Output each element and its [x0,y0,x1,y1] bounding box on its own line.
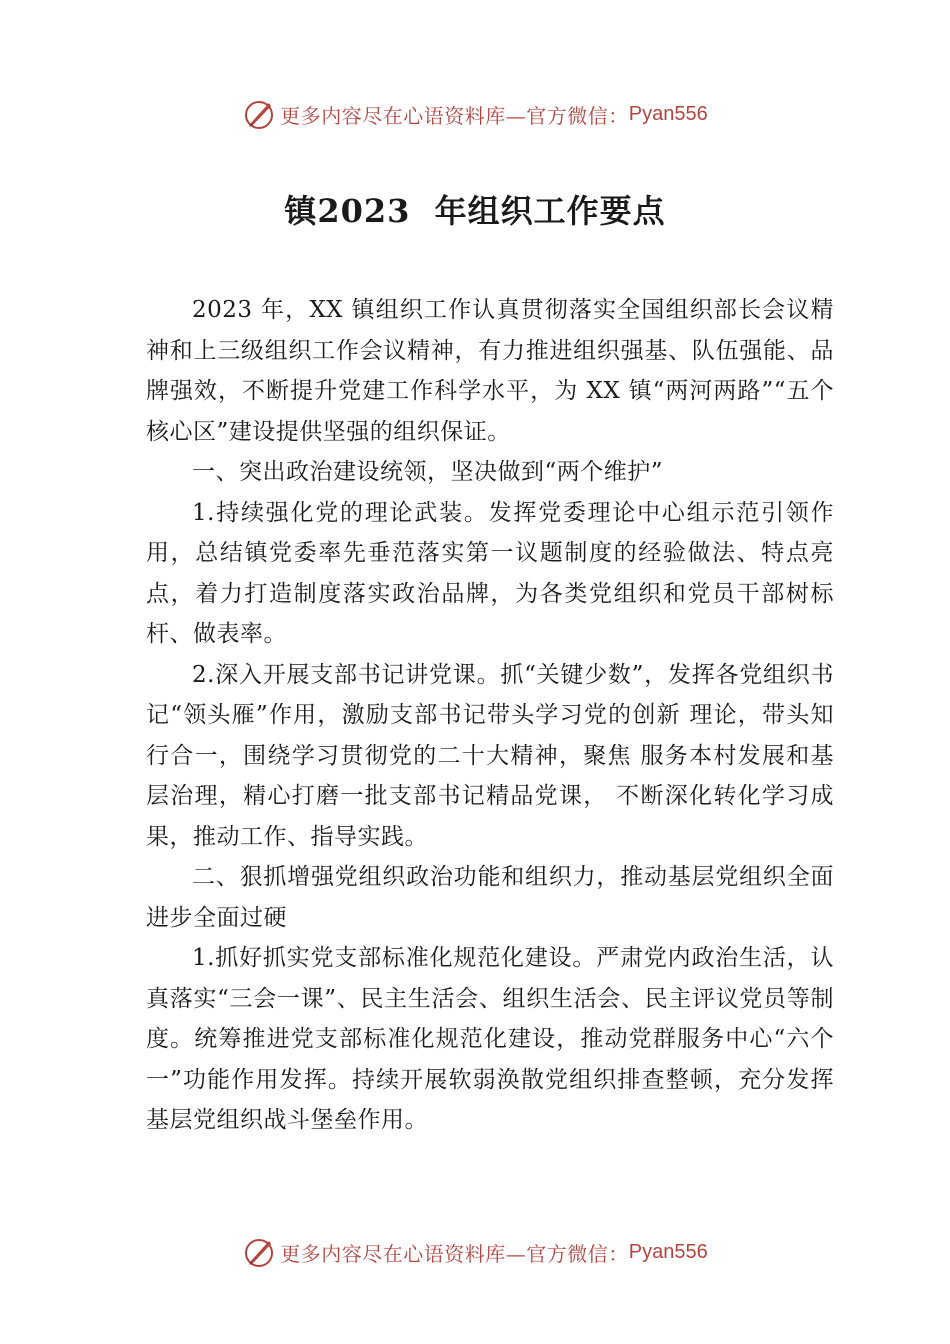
paragraph-intro: 2023 年，XX 镇组织工作认真贯彻落实全国组织部长会议精神和上三级组织工作会议精神，有力推进组织强基、队伍强能、品牌强效，不断提升党建工作科学水平，为 XX 镇“两河两路”“五个核心区”建设提供坚强的组织保证。 [146,297,834,445]
paragraph-1-2: 2.深入开展支部书记讲党课。抓“关键少数”，发挥各党组织书记“领头雁”作用，激励支部书记带头学习党的创新 理论，带头知行合一，围绕学习贯彻党的二十大精神，聚焦 服务本村发展和基层治理，精心打磨一批支部书记精品党课， 不断深化转化学习成果，推动工作、指导实践。 [146,661,834,850]
header-watermark [0,94,950,134]
watermark-wechat-id: Pyan556 [628,102,708,125]
paragraph-2-1: 1.抓好抓实党支部标准化规范化建设。严肃党内政治生活，认真落实“三会一课”、民主生活会、组织生活会、民主评议党员等制度。统筹推进党支部标准化规范化建设，推动党群服务中心“六个一”功能作用发挥。持续开展软弱涣散党组织排查整顿，充分发挥基层党组织战斗堡垒作用。 [146,945,834,1133]
watermark-text: 更多内容尽在心语资料库—官方微信： [280,103,629,128]
watermark-text: 更多内容尽在心语资料库—官方微信： [280,1241,629,1266]
footer-watermark [0,1232,950,1272]
pen-seal-icon [242,1235,276,1269]
document-title: 镇2023 年组织工作要点 [284,192,666,230]
watermark-wechat-id: Pyan556 [628,1240,708,1263]
paragraph-1-1: 1.持续强化党的理论武装。发挥党委理论中心组示范引领作用，总结镇党委率先垂范落实第一议题制度的经验做法、特点亮点，着力打造制度落实政治品牌，为各类党组织和党员干部树标杆、做表率。 [146,499,834,647]
pen-seal-icon [242,97,276,131]
heading-section-1: 一、突出政治建设统领，坚决做到“两个维护” [192,459,664,485]
heading-section-2: 二、狠抓增强党组织政治功能和组织力，推动基层党组织全面进步全面过硬 [146,864,834,931]
document-body [146,290,834,1141]
